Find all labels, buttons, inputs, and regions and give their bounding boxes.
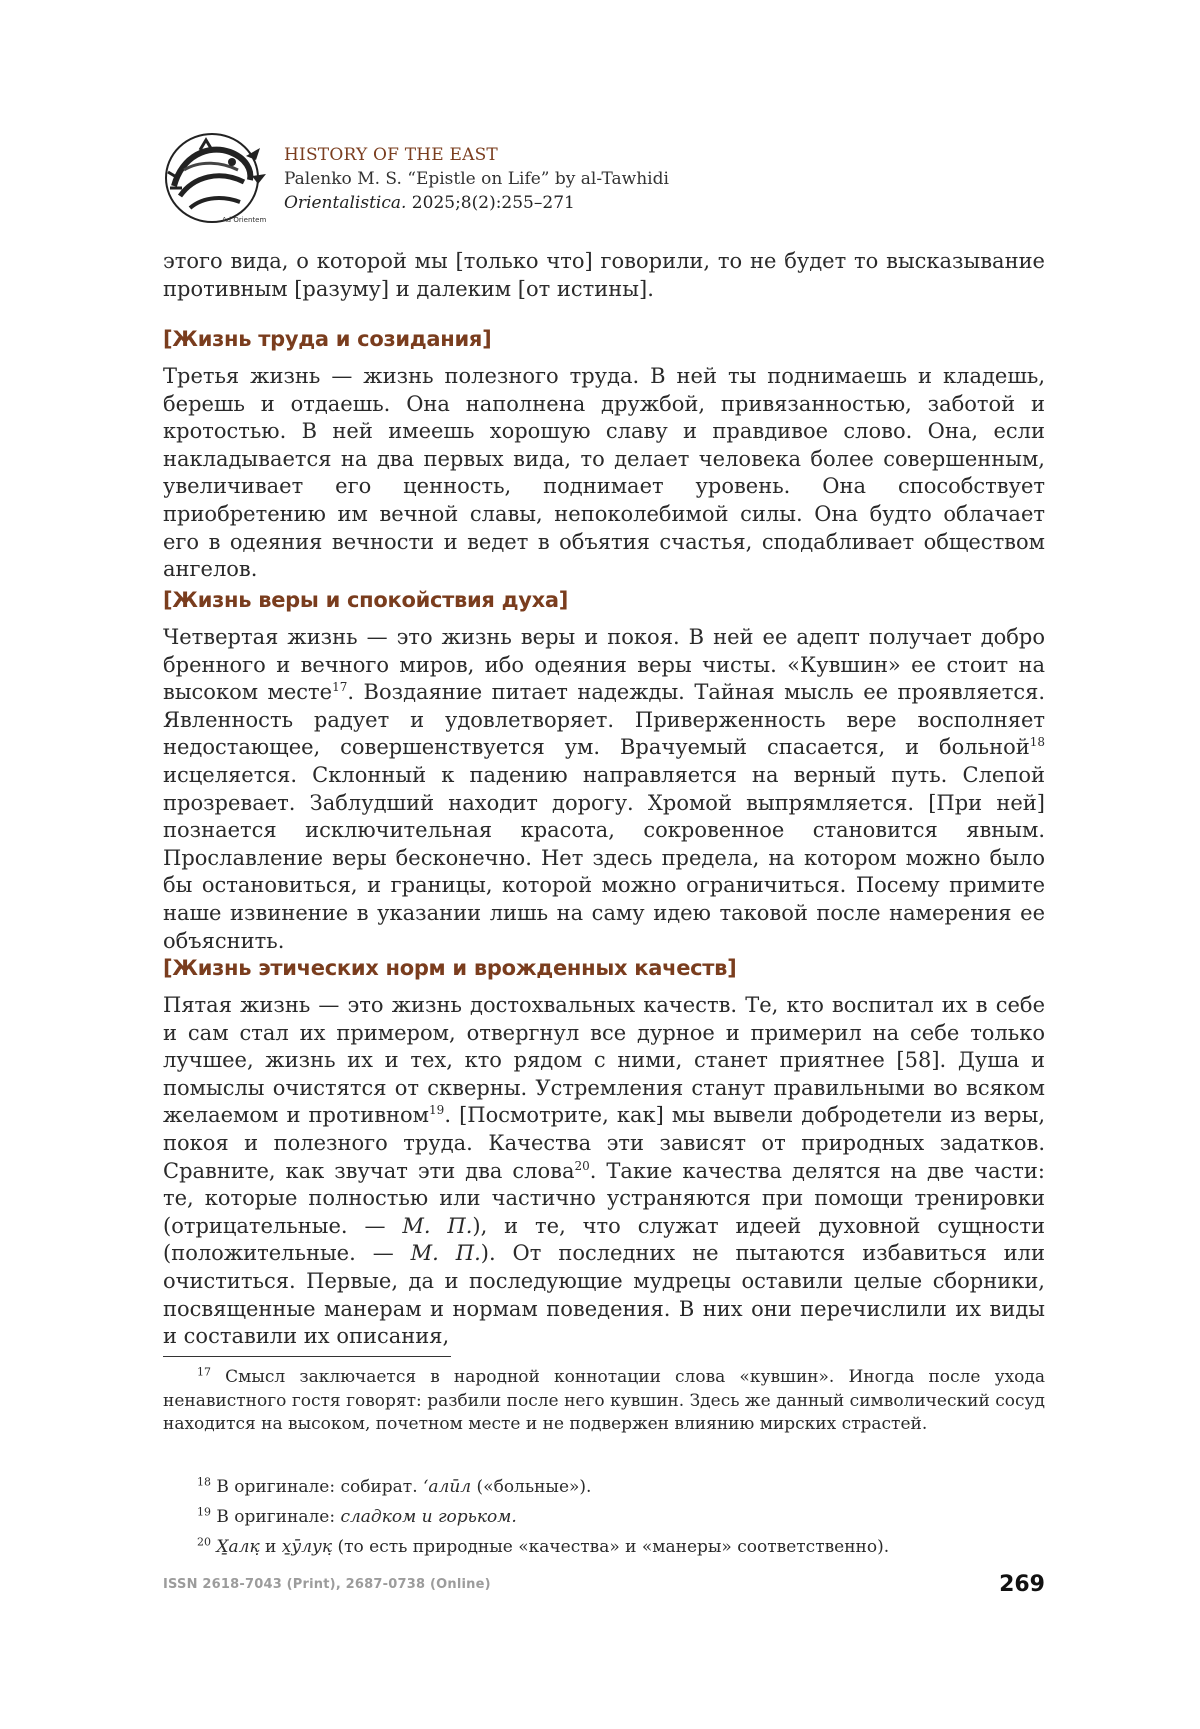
footnote-ref-17[interactable]: 17 (332, 680, 348, 695)
journal-issue: 2025;8(2):255–271 (406, 193, 575, 213)
section-heading-ethics: [Жизнь этических норм и врожденных качеств] (163, 956, 737, 980)
section-heading-faith: [Жизнь веры и спокойствия духа] (163, 588, 569, 612)
footnote-ref-19[interactable]: 19 (429, 1103, 445, 1118)
paragraph-labor: Третья жизнь — жизнь полезного труда. В ней ты поднимаешь и кладешь, берешь и отдаешь. Она наполнена дружбой, привязанностью, заботой и кротостью. В ней имеешь хорошую славу и правдивое слово. Она, если накладывается на два первых вида, то делает человека более совершенным, увеличивает его ценность, поднимает уровень. Она способствует приобретению им вечной славы, непоколебимой силы. Она будто облачает его в одеяния вечности и ведет в объятия счастья, сподабливает обществом ангелов. (163, 364, 1045, 582)
paragraph-ethics: Пятая жизнь — это жизнь достохвальных качеств. Те, кто воспитал их в себе и сам стал их примером, отвергнул все дурное и примерил на себе только лучшее, жизнь их и тех, кто рядом с ними, станет приятнее [58]. Душа и помыслы очистятся от скверны. Устремления станут правильными во всяком желаемом и противном$^{19}$. [Посмотрите, как] мы вывели добродетели из веры, покоя и полезного труда. Качества эти зависят от природных задатков. Сравните, как звучат эти два слова$^{20}$. Такие качества делятся на две части: те, которые полностью или частично устраняются при помощи тренировки (отрицательные. — М. П.), и те, что служат идеей духовной сущности (положительные. — М. П.). От последних не пытаются избавиться или очиститься. Первые, да и последующие мудрецы оставили целые сборники, посвященные манерам и нормам поведения. В них они перечислили их виды и составили их описания, (163, 993, 1046, 1349)
paragraph-faith: Четвертая жизнь — это жизнь веры и покоя. В ней ее адепт получает добро бренного и вечного миров, ибо одеяния веры чисты. «Кувшин» ее стоит на высоком месте$^{17}$. Воздаяние питает надежды. Тайная мысль ее проявляется. Явленность радует и удовлетворяет. Приверженность вере восполняет недостающее, совершенствуется ум. Врачуемый спасается, и больной$^{18}$ исцеляется. Склонный к падению направляется на верный путь. Слепой прозревает. Заблудший находит дорогу. Хромой выпрямляется. [При ней] познается исключительная красота, сокровенное становится явным. Прославление веры бесконечно. Нет здесь предела, на котором можно было бы остановиться, и границы, которой можно ограничиться. Посему примите наше извинение в указании лишь на саму идею таковой после намерения ее объяснить. (163, 625, 1046, 953)
running-header (284, 143, 669, 215)
section-title: HISTORY OF THE EAST (284, 145, 498, 165)
footnote-ref-20[interactable]: 20 (574, 1158, 590, 1173)
journal-reference (284, 191, 669, 215)
logo-caption: Ad Orientem (222, 216, 267, 224)
section-heading-labor: [Жизнь труда и созидания] (163, 327, 492, 351)
intro-paragraph: этого вида, о которой мы [только что] говорили, то не будет то высказывание противным [разуму] и далеким [от истины]. (163, 249, 1045, 301)
journal-name: Orientalistica. (284, 193, 407, 213)
issn-footer: ISSN 2618-7043 (Print), 2687-0738 (Online) (163, 1577, 491, 1592)
footnote-20: $^{20}$ Х̱алк̣ и х̱ӯлук̣ (то есть природные «качества» и «манеры» соответственно). (197, 1535, 890, 1557)
page-number: 269 (999, 1572, 1045, 1597)
footnote-divider (163, 1356, 451, 1357)
footnote-19: $^{19}$ В оригинале: сладком и горьком. (197, 1505, 517, 1527)
footnote-ref-18[interactable]: 18 (1029, 735, 1045, 750)
footnote-18: $^{18}$ В оригинале: собират. ‘алӣл («больные»). (197, 1475, 592, 1497)
article-citation: Palenko M. S. “Epistle on Life” by al-Tawhidi (284, 169, 669, 189)
journal-logo (160, 126, 270, 226)
footnote-17: $^{17}$ Смысл заключается в народной коннотации слова «кувшин». Иногда после ухода ненавистного гостя говорят: разбили после него кувшин. Здесь же данный символический сосуд находится на высоком, почетном месте и не подвержен влиянию мирских страстей. (163, 1365, 1045, 1434)
